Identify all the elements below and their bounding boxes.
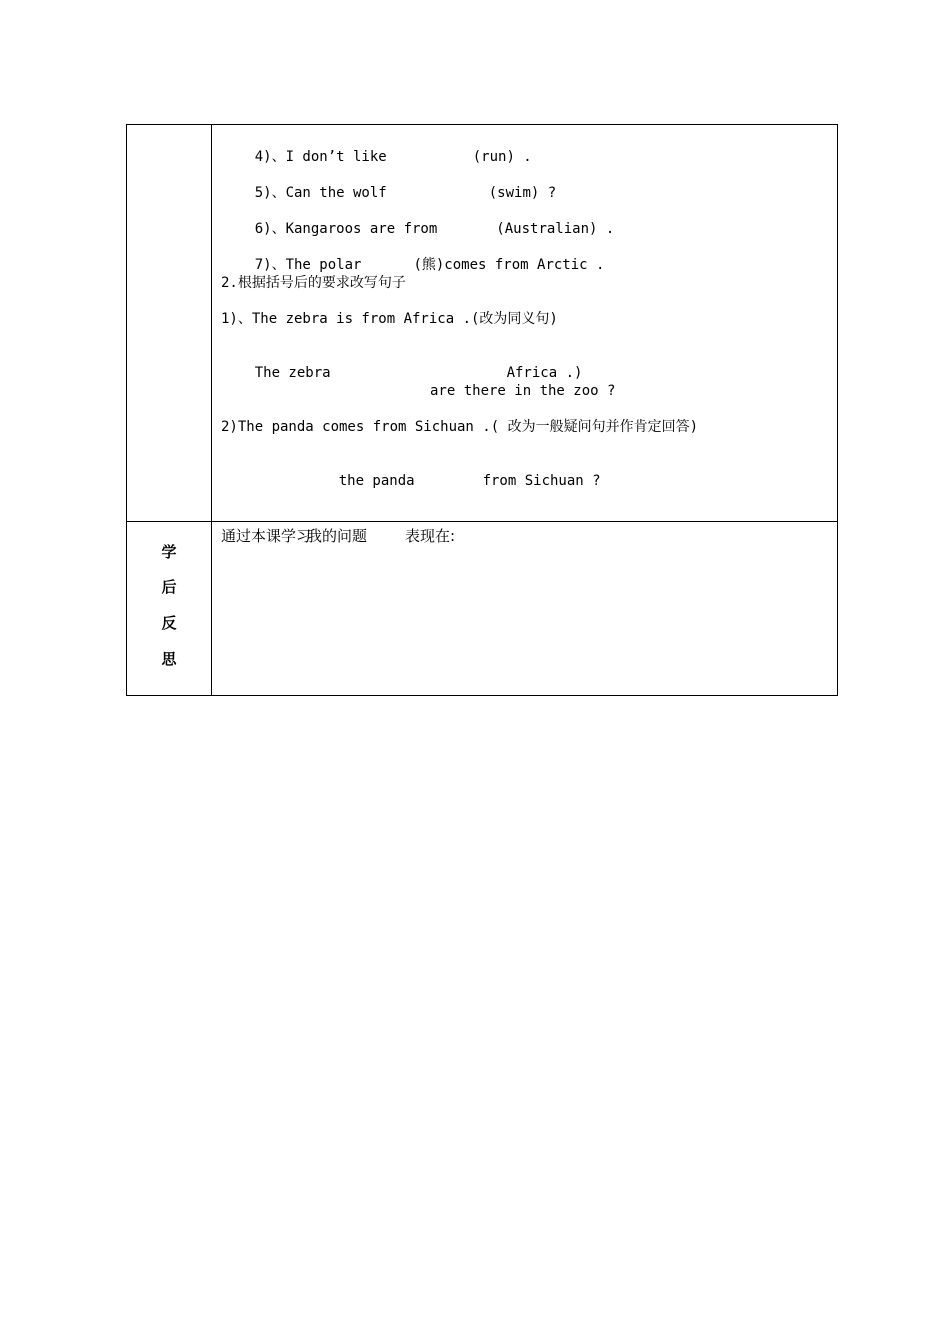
exercise-line-4-a: 4)、I don’t like <box>254 149 387 165</box>
reflection-prompt-c: 表现在: <box>405 527 456 545</box>
side-label-char-4: 思 <box>161 650 177 668</box>
rewrite-question-2: 2)The panda comes from Sichuan .( 改为一般疑问句并作肯定回答) <box>221 419 699 435</box>
rewrite-answer-1-b: Africa .) <box>506 365 583 381</box>
exercise-line-6-b: (Australian) . <box>496 221 615 237</box>
row-divider <box>127 521 837 522</box>
reflection-prompt-a: 通过本课学习 <box>221 527 312 545</box>
side-label-char-1: 学 <box>161 543 177 561</box>
rewrite-answer-2-a: the panda <box>338 473 415 489</box>
exercise-line-7-b: (熊)comes from Arctic . <box>413 257 605 273</box>
exercise-line-5-a: 5)、Can the wolf <box>254 185 387 201</box>
exercise-line-5-b: (swim) ? <box>488 185 557 201</box>
reflection-prompt-b: 我的问题 <box>307 527 368 545</box>
rewrite-answer-2-b: from Sichuan ? <box>482 473 601 489</box>
worksheet-table <box>126 124 838 696</box>
side-label-char-3: 反 <box>161 614 177 632</box>
exercise-line-6-a: 6)、Kangaroos are from <box>254 221 438 237</box>
section-2-heading: 2.根据括号后的要求改写句子 <box>221 275 406 291</box>
side-label-char-2: 后 <box>161 578 177 596</box>
rewrite-answer-1-a: The zebra <box>254 365 331 381</box>
rewrite-question-1: 1)、The zebra is from Africa .(改为同义句) <box>221 311 558 327</box>
exercise-line-4-b: (run) . <box>472 149 532 165</box>
column-divider <box>211 125 212 695</box>
exercise-line-7-a: 7)、The polar <box>254 257 362 273</box>
rewrite-answer-2 <box>305 454 601 508</box>
rewrite-answer-1-question: are there in the zoo ? <box>430 383 616 399</box>
